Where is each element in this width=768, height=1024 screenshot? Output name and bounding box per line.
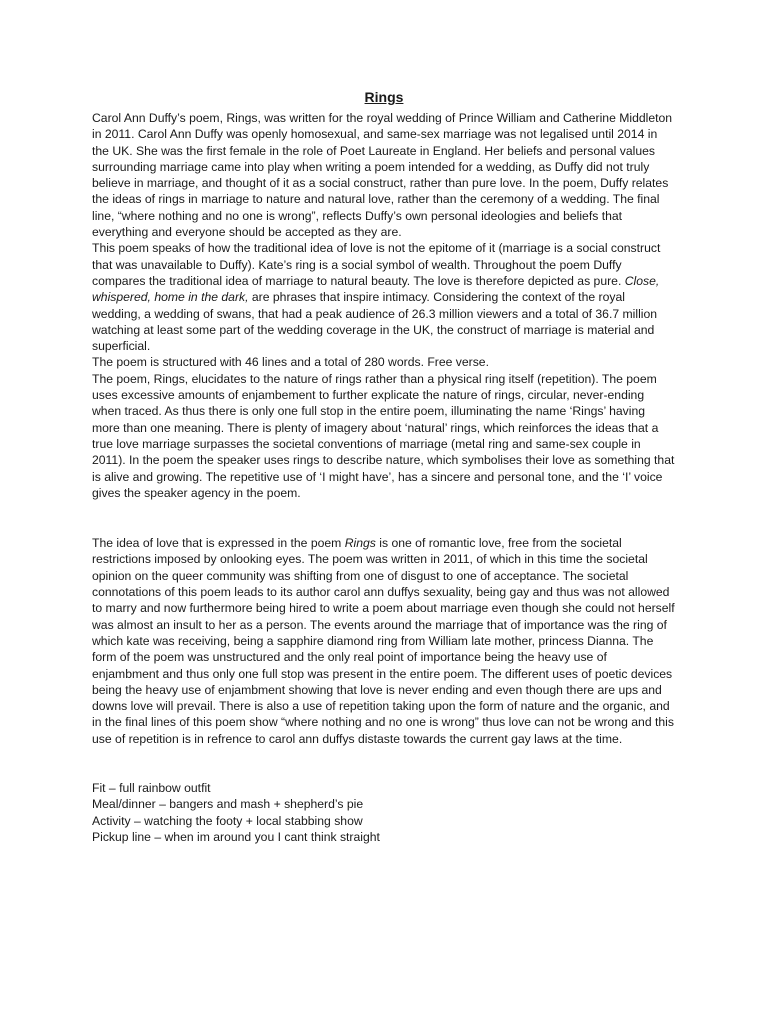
list-item: Activity – watching the footy + local stabbing show	[92, 813, 363, 828]
paragraph-context: Carol Ann Duffy’s poem, Rings, was written for the royal wedding of Prince William and Catherine Middleton in 2011. Carol Ann Duffy was openly homosexual, and same-sex marriage was not legalised until 2014 in the UK. She was the first female in the role of Poet Laureate in England. Her beliefs and personal values surrounding marriage came into play when writing a poem intended for a wedding, as Duffy did not truly believe in marriage, and thought of it as a social construct, rather than pure love. In the poem, Duffy relates the ideas of rings in marriage to nature and natural love, rather than the ceremony of a wedding. The final line, “where nothing and no one is wrong”, reflects Duffy’s own personal ideologies and beliefs that everything and everyone should be accepted as they are.	[92, 111, 673, 240]
paragraph-analysis: The poem, Rings, elucidates to the nature of rings rather than a physical ring itself (repetition). The poem uses excessive amounts of enjambement to further explicate the nature of rings, circular, never-ending when traced. As thus there is only one full stop in the entire poem, illuminating the name ‘Rings’ having more than one meaning. There is plenty of imagery about ‘natural’ rings, which reinforces the ideas that a true love marriage surpasses the societal conventions of marriage (metal ring and same-sex couple in 2011). In the poem the speaker uses rings to describe nature, which symbolises their love as something that is alive and growing. The repetitive use of ‘I might have’, has a sincere and personal tone, and the ‘I’ voice gives the speaker agency in the poem.	[92, 371, 675, 500]
list-item: Meal/dinner – bangers and mash + shepherd’s pie	[92, 797, 364, 812]
notes-list	[92, 780, 676, 845]
paragraph-tradition-text-a: This poem speaks of how the traditional idea of love is not the epitome of it (marriage is a social construct that was unavailable to Duffy). Kate’s ring is a social symbol of wealth. Throughout the poem Duffy compares the traditional idea of marriage to natural beauty. The love is therefore depicted as pure.	[92, 241, 661, 288]
spacer	[92, 501, 676, 535]
paragraph-tradition-italic: Close, whispered, home in the dark,	[92, 273, 660, 305]
paragraph-tradition-text-b: are phrases that inspire intimacy. Considering the context of the royal wedding, a wedding of swans, that had a peak audience of 26.3 million viewers and a total of 36.7 million watching at least some part of the wedding coverage in the UK, the construct of marriage is material and superficial.	[92, 290, 658, 354]
paragraph-romantic-love-text-a: The idea of love that is expressed in the poem	[92, 536, 345, 551]
list-item: Pickup line – when im around you I cant think straight	[92, 829, 380, 844]
spacer	[92, 747, 676, 780]
paragraph-structure: The poem is structured with 46 lines and a total of 280 words. Free verse.	[92, 355, 489, 370]
document-title: Rings	[364, 89, 404, 105]
paragraph-tradition	[92, 240, 676, 354]
paragraph-romantic-love-italic: Rings	[344, 536, 376, 551]
paragraph-romantic-love-text-b: is one of romantic love, free from the societal restrictions imposed by onlooking eyes. The poem was written in 2011, of which in this time the societal opinion on the queer community was shifting from one of disgust to one of acceptance. The societal connotations of this poem leads to its author carol ann duffys sexuality, being gay and thus was not allowed to marry and now furthermore being hired to write a poem about marriage even though she could not herself was almost an insult to her as a person. The events around the marriage that of importance was the ring of which kate was receiving, being a sapphire diamond ring from William late mother, princess Dianna. The form of the poem was unstructured and the only real point of importance being the heavy use of enjambment and thus only one full stop was present in the entire poem. The different uses of poetic devices being the heavy use of enjambment showing that love is never ending and even though there are ups and downs love will prevail. There is also a use of repetition taking upon the form of nature and the organic, and in the final lines of this poem show “where nothing and no one is wrong” thus love can not be wrong and this use of repetition is in refrence to carol ann duffys distaste towards the current gay laws at the time.	[92, 536, 675, 746]
paragraph-romantic-love	[92, 535, 676, 747]
list-item: Fit – full rainbow outfit	[92, 780, 211, 795]
